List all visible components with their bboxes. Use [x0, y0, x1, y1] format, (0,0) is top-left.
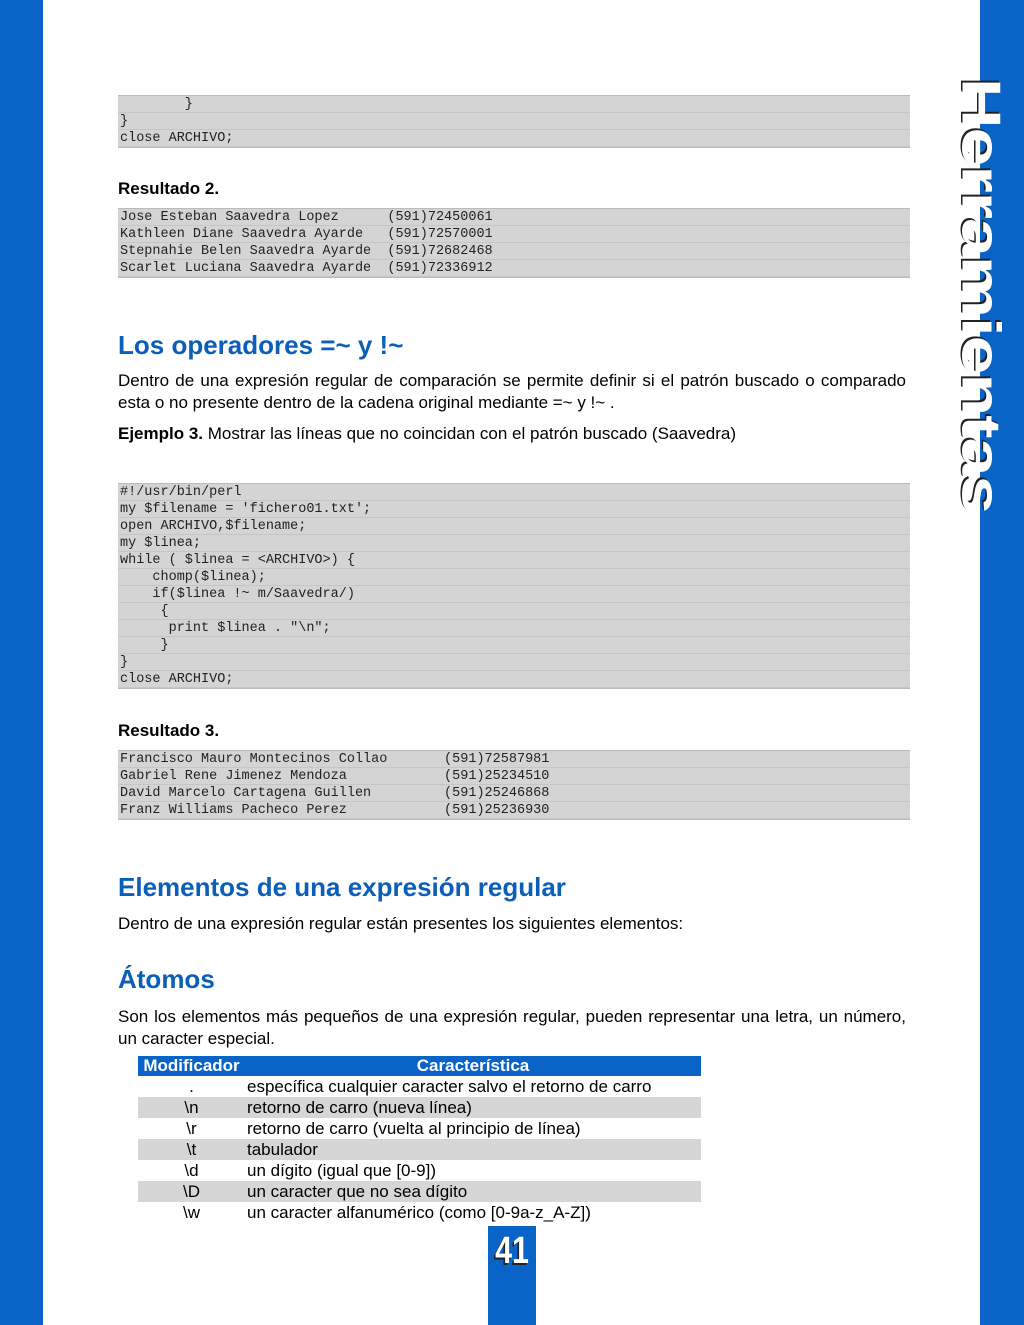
- modifier-cell: \d: [138, 1160, 245, 1181]
- modifier-cell: \D: [138, 1181, 245, 1202]
- atoms-heading: Átomos: [118, 964, 215, 994]
- operators-heading: Los operadores =~ y !~: [118, 330, 404, 360]
- elements-heading: Elementos de una expresión regular: [118, 872, 566, 902]
- table-row: [138, 1181, 701, 1202]
- elements-paragraph: Dentro de una expresión regular están presentes los siguientes elementos:: [118, 914, 684, 933]
- example3-text: Mostrar las líneas que no coincidan con el patrón buscado (Saavedra): [203, 424, 737, 443]
- page-number-box: [488, 1226, 536, 1325]
- side-section-title: Herramientas: [950, 78, 1012, 514]
- table-row: [138, 1118, 701, 1139]
- example3-label: Ejemplo 3.: [118, 424, 204, 443]
- description-cell: un caracter alfanumérico (como [0-9a-z_A-Z]): [245, 1202, 701, 1223]
- code-block-top: } } close ARCHIVO;: [118, 95, 910, 148]
- table-row: [138, 1160, 701, 1181]
- description-cell: retorno de carro (nueva línea): [245, 1097, 701, 1118]
- result2-title: Resultado 2.: [118, 179, 220, 198]
- header-modificador: Modificador: [138, 1056, 245, 1076]
- atoms-paragraph: Son los elementos más pequeños de una expresión regular, pueden representar una letra, un número, un caracter especial.: [118, 1007, 906, 1048]
- header-caracteristica: Característica: [245, 1056, 701, 1076]
- modifier-cell: \n: [138, 1097, 245, 1118]
- description-cell: un dígito (igual que [0-9]): [245, 1160, 701, 1181]
- modifier-cell: \r: [138, 1118, 245, 1139]
- modifier-cell: \t: [138, 1139, 245, 1160]
- result3-output: Francisco Mauro Montecinos Collao (591)72587981 Gabriel Rene Jimenez Mendoza (591)25234510 David Marcelo Cartagena Guillen (591)25246868 Franz Williams Pacheco Perez (591)25236930: [118, 750, 910, 820]
- result2-output: Jose Esteban Saavedra Lopez (591)72450061 Kathleen Diane Saavedra Ayarde (591)72570001 Stepnahie Belen Saavedra Ayarde (591)72682468 Scarlet Luciana Saavedra Ayarde (591)72336912: [118, 208, 910, 278]
- operators-paragraph: Dentro de una expresión regular de comparación se permite definir si el patrón buscado o comparado esta o no presente dentro de la cadena original mediante =~ y !~ .: [118, 371, 906, 412]
- modifier-table-header: [138, 1056, 701, 1076]
- description-cell: tabulador: [245, 1139, 701, 1160]
- description-cell: retorno de carro (vuelta al principio de línea): [245, 1118, 701, 1139]
- page-number: 41: [495, 1230, 529, 1272]
- description-cell: específica cualquier caracter salvo el retorno de carro: [245, 1076, 701, 1097]
- table-row: [138, 1076, 701, 1097]
- modifier-table: [138, 1056, 701, 1223]
- left-blue-bar: [0, 0, 43, 1325]
- table-row: [138, 1202, 701, 1223]
- example3-line: [118, 423, 906, 445]
- modifier-cell: .: [138, 1076, 245, 1097]
- table-row: [138, 1139, 701, 1160]
- description-cell: un caracter que no sea dígito: [245, 1181, 701, 1202]
- result3-title: Resultado 3.: [118, 721, 220, 740]
- table-row: [138, 1097, 701, 1118]
- modifier-cell: \w: [138, 1202, 245, 1223]
- example3-code: #!/usr/bin/perl my $filename = 'fichero01.txt'; open ARCHIVO,$filename; my $linea; while ( $linea = <ARCHIVO>) { chomp($linea); if($linea !~ m/Saavedra/) { print $linea . "\n"; } } close ARCHIVO;: [118, 483, 910, 689]
